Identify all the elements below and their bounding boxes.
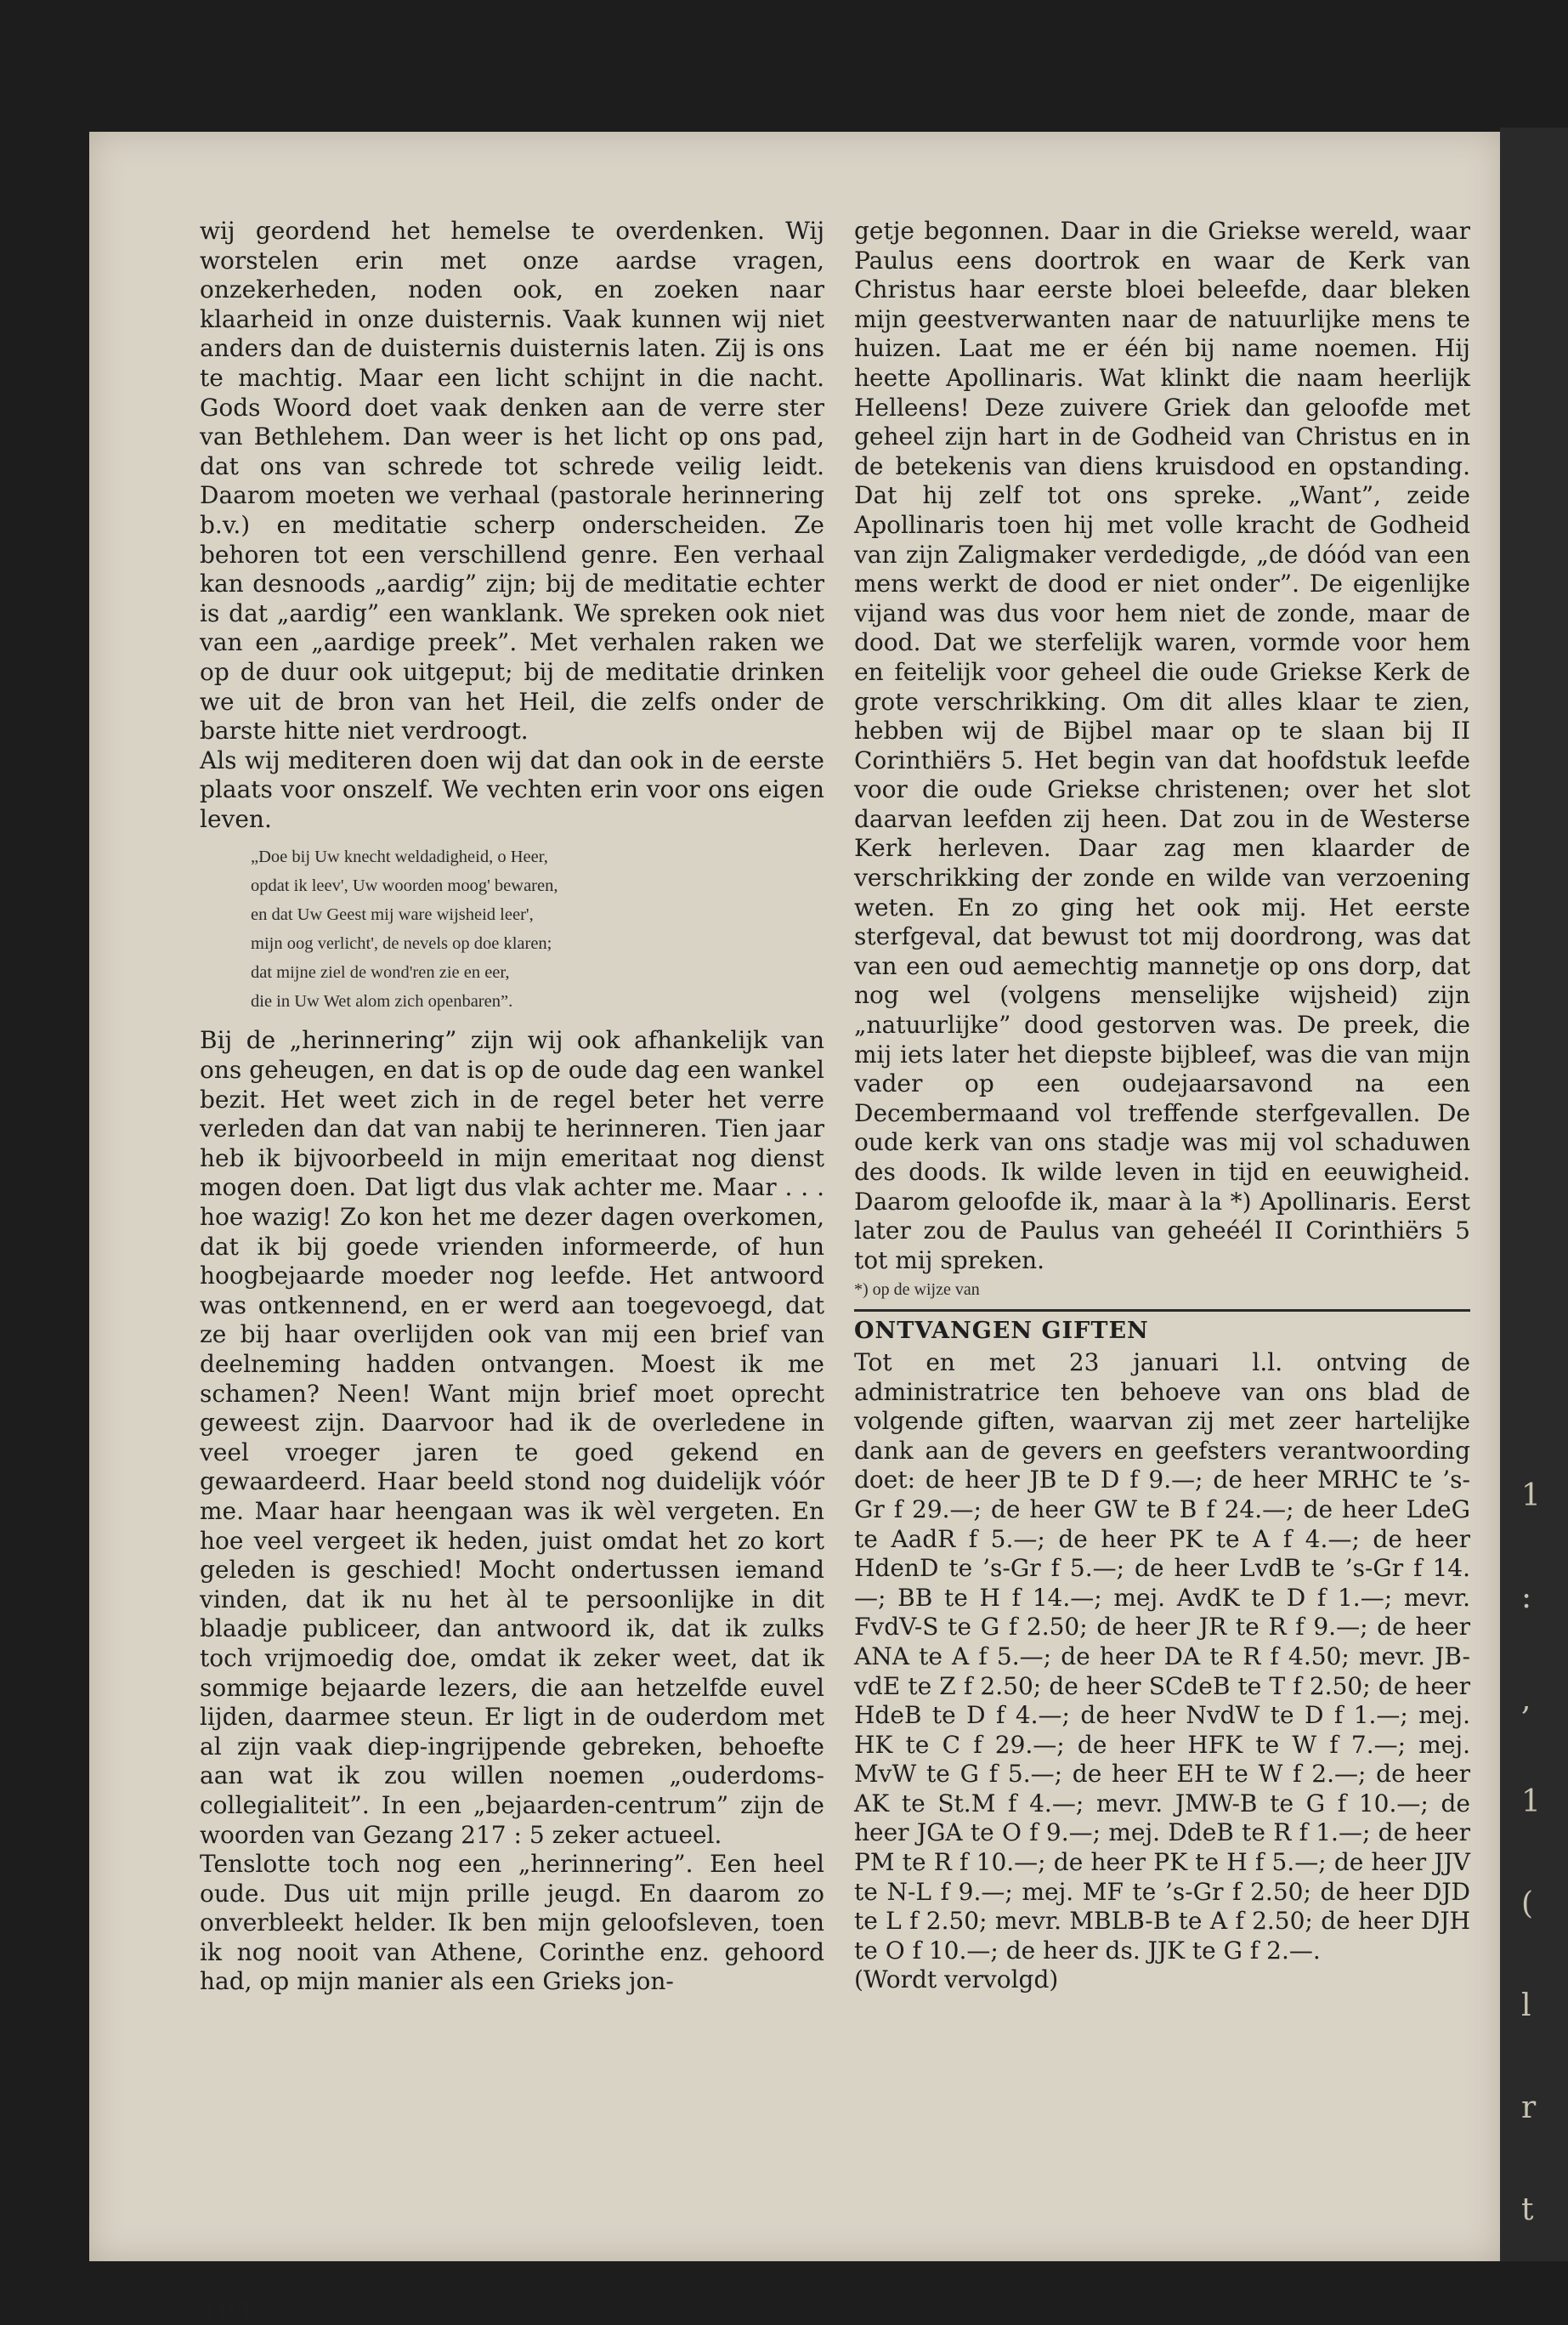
poem-line: die in Uw Wet alom zich openbaren”. [251, 992, 513, 1012]
magazine-page [89, 132, 1500, 2325]
margin-letters [1521, 1445, 1555, 2261]
poem-line: mijn oog verlicht', de nevels op doe klaren; [251, 934, 552, 954]
margin-letter: l [1521, 1988, 1531, 2023]
margin-letter: r [1521, 2090, 1537, 2125]
section-divider [854, 1309, 1470, 1312]
left-paragraph-2: Als wij mediteren doen wij dat dan ook in de eerste plaats voor onszelf. We vechten erin voor ons eigen leven. [200, 746, 824, 833]
poem-line: dat mijne ziel de wond'ren zie en eer, [251, 963, 510, 983]
left-paragraph-3: Bij de „herinnering” zijn wij ook afhankelijk van ons geheugen, en dat is op de oude dag een wankel bezit. Het weet zich in de regel beter het verre verleden dan dat van nabij te herinneren. Tien jaar heb ik bijvoorbeeld in mijn emeritaat nog dienst mogen doen. Dat ligt dus vlak achter me. Maar . . . hoe wazig! Zo kon het me dezer dagen overkomen, dat ik bij goede vrienden informeerde, of hun hoogbejaarde moeder nog leefde. Het antwoord was ontkennend, en er werd aan toegevoegd, dat ze bij haar overlijden ook van mij een brief van deelneming hadden ontvangen. Moest ik me schamen? Neen! Want mijn brief moet oprecht geweest zijn. Daarvoor had ik de overledene in veel vroeger jaren te goed gekend en gewaardeerd. Haar beeld stond nog duidelijk vóór me. Maar haar heengaan was ik wèl vergeten. En hoe veel vergeet ik heden, juist omdat het zo kort geleden is geschied! Mocht ondertussen iemand vinden, dat ik nu het àl te persoonlijke in dit blaadje publiceer, dan antwoord ik, dat ik zulks toch vrijmoedig doe, omdat ik zeker weet, dat ik sommige bejaarde lezers, die aan hetzelfde euvel lijden, daarmee steun. Er ligt in de ouderdom met al zijn vaak diep-ingrijpende gebreken, behoefte aan wat ik zou willen noemen „ouderdoms-collegialiteit”. In een „bejaarden-centrum” zijn de woorden van Gezang 217 : 5 zeker actueel. [200, 1026, 824, 1849]
poem-line: „Doe bij Uw knecht weldadigheid, o Heer, [251, 848, 548, 867]
section-heading: ONTVANGEN GIFTEN [854, 1318, 1149, 1345]
margin-letter: 1 [1521, 1784, 1541, 1819]
left-column [200, 217, 824, 1997]
margin-letter: : [1521, 1580, 1532, 1615]
psalm-quote [251, 842, 824, 1016]
right-paragraph-1: getje begonnen. Daar in die Griekse wereld, waar Paulus eens doortrok en waar de Kerk van Christus haar eerste bloei beleefde, daar bleken mijn geestverwanten naar de natuurlijke mens te huizen. Laat me er één bij name noemen. Hij heette Apollinaris. Wat klinkt die naam heerlijk Helleens! Deze zuivere Griek dan geloofde met geheel zijn hart in de Godheid van Christus en in de betekenis van diens kruisdood en opstanding. Dat hij zelf tot ons spreke. „Want”, zeide Apollinaris toen hij met volle kracht de Godheid van zijn Zaligmaker verdedigde, „de dóód van een mens werkt de dood er niet onder”. De eigenlijke vijand was dus voor hem niet de zonde, maar de dood. Dat we sterfelijk waren, vormde voor hem en feitelijk voor geheel die oude Griekse Kerk de grote verschrikking. Om dit alles klaar te zien, hebben wij de Bijbel maar op te slaan bij II Corinthiërs 5. Het begin van dat hoofdstuk leefde voor die oude Griekse christenen; over het slot daarvan leefden zij heen. Dat zou in de Westerse Kerk herleven. Daar zag men klaarder de verschrikking der zonde en wilde van verzoening weten. En zo ging het ook mij. Het eerste sterfgeval, dat bewust tot mij doordrong, was dat van een oud aemechtig mannetje op ons dorp, dat nog wel (volgens menselijke wijsheid) zijn „natuurlijke” dood gestorven was. De preek, die mij iets later het diepste bijbleef, was die van mijn vader op een oudejaarsavond na een Decembermaand vol treffende sterfgevallen. De oude kerk van ons stadje was mij vol schaduwen des doods. Ik wilde leven in tijd en eeuwigheid. Daarom geloofde ik, maar à la *) Apollinaris. Eerst later zou de Paulus van geheéél II Corinthiërs 5 tot mij spreken. [854, 217, 1470, 1274]
right-column [854, 217, 1470, 1995]
margin-letter: , [1521, 1682, 1531, 1717]
to-be-continued: (Wordt vervolgd) [854, 1965, 1059, 1994]
left-paragraph-4: Tenslotte toch nog een „herinnering”. Een heel oude. Dus uit mijn prille jeugd. En daarom zo onverbleekt helder. Ik ben mijn geloofsleven, toen ik nog nooit van Athene, Corinthe enz. gehoord had, op mijn manier als een Grieks jon- [200, 1850, 824, 1996]
left-paragraph-1: wij geordend het hemelse te overdenken. Wij worstelen erin met onze aardse vragen, onzekerheden, noden ook, en zoeken naar klaarheid in onze duisternis. Vaak kunnen wij niet anders dan de duisternis duisternis laten. Zij is ons te machtig. Maar een licht schijnt in die nacht. Gods Woord doet vaak denken aan de verre ster van Bethlehem. Dan weer is het licht op ons pad, dat ons van schrede tot schrede veilig leidt. Daarom moeten we verhaal (pastorale herinnering b.v.) en meditatie scherp onderscheiden. Ze behoren tot een verschillend genre. Een verhaal kan desnoods „aardig” zijn; bij de meditatie echter is dat „aardig” een wanklank. We spreken ook niet van een „aardige preek”. Met verhalen raken we op de duur ook uitgeput; bij de meditatie drinken we uit de bron van het Heil, die zelfs onder de barste hitte niet verdroogt. [200, 217, 824, 746]
gifts-paragraph: Tot en met 23 januari l.l. ontving de administratrice ten behoeve van ons blad de volgende giften, waarvan zij met zeer hartelijke dank aan de gevers en geefsters verantwoording doet: de heer JB te D f 9.—; de heer MRHC te ’s-Gr f 29.—; de heer GW te B f 24.—; de heer LdeG te AadR f 5.—; de heer PK te A f 4.—; de heer HdenD te ’s-Gr f 5.—; de heer LvdB te ’s-Gr f 14.—; BB te H f 14.—; mej. AvdK te D f 1.—; mevr. FvdV-S te G f 2.50; de heer JR te R f 9.—; de heer ANA te A f 5.—; de heer DA te R f 4.50; mevr. JB-vdE te Z f 2.50; de heer SCdeB te T f 2.50; de heer HdeB te D f 4.—; de heer NvdW te D f 1.—; mej. HK te C f 29.—; de heer HFK te W f 7.—; mej. MvW te G f 5.—; de heer EH te W f 2.—; de heer AK te St.M f 4.—; mevr. JMW-B te G f 10.—; de heer JGA te O f 9.—; mej. DdeB te R f 1.—; de heer PM te R f 10.—; de heer PK te H f 5.—; de heer JJV te N-L f 9.—; mej. MF te ’s-Gr f 2.50; de heer DJD te L f 2.50; mevr. MBLB-B te A f 2.50; de heer DJH te O f 10.—; de heer ds. JJK te G f 2.—. [854, 1347, 1470, 1965]
footnote: *) op de wijze van [854, 1280, 980, 1300]
margin-letter: 1 [1521, 1478, 1541, 1513]
margin-letter: ( [1521, 1886, 1534, 1921]
poem-line: en dat Uw Geest mij ware wijsheid leer', [251, 905, 534, 925]
margin-letter: t [1521, 2192, 1534, 2227]
page-number: 104 [200, 2295, 253, 2325]
poem-line: opdat ik leev', Uw woorden moog' bewaren, [251, 876, 558, 896]
